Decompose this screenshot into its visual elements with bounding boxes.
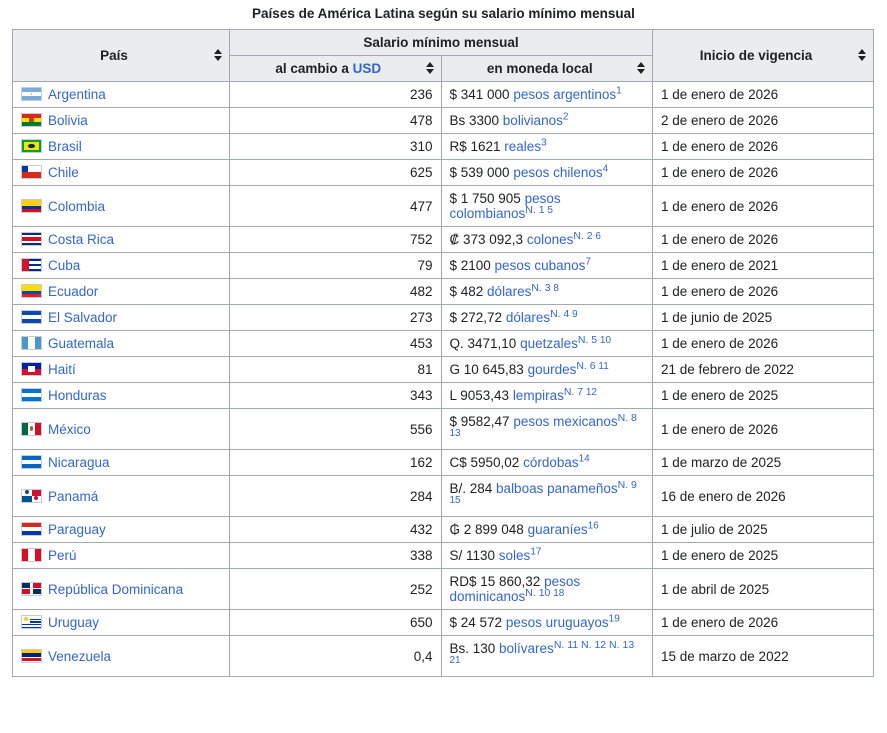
effective-date-cell: 1 de enero de 2026 [653, 227, 874, 253]
citation-ref-link[interactable]: 14 [578, 453, 590, 465]
flag-hn-icon [21, 388, 42, 402]
effective-date-cell: 1 de abril de 2025 [653, 569, 874, 610]
usd-value-cell: 310 [230, 134, 442, 160]
reference-sup[interactable] [564, 387, 597, 398]
reference-sup[interactable] [609, 614, 620, 625]
local-amount: $ 539 000 [449, 165, 514, 180]
sort-arrows-icon[interactable] [636, 62, 646, 76]
country-cell [13, 517, 230, 543]
country-cell [13, 636, 230, 677]
country-cell [13, 569, 230, 610]
country-link[interactable]: Panamá [48, 488, 99, 504]
note-ref-link[interactable]: N. 2 [573, 229, 593, 242]
citation-ref-link[interactable]: 5 [547, 204, 553, 216]
local-amount: ₲ 2 899 048 [449, 522, 528, 537]
local-amount: Bs. 130 [449, 641, 500, 656]
local-amount: $ 272,72 [449, 310, 506, 325]
currency-link[interactable]: pesos uruguayos [505, 615, 609, 630]
usd-value-cell: 752 [230, 227, 442, 253]
local-amount: S/ 1130 [449, 548, 499, 563]
currency-link[interactable]: reales [504, 139, 542, 154]
country-link[interactable]: Brasil [48, 139, 82, 154]
table-row [13, 279, 874, 305]
local-currency-cell [441, 253, 653, 279]
note-ref-link[interactable]: N. 5 [577, 333, 598, 346]
effective-date-cell: 1 de enero de 2026 [653, 610, 874, 636]
table-row [13, 227, 874, 253]
column-header-usd[interactable] [230, 56, 442, 82]
currency-link[interactable]: bolivianos [502, 113, 563, 128]
citation-ref-link[interactable]: 2 [562, 111, 569, 123]
country-link[interactable]: Venezuela [48, 648, 112, 664]
effective-date-cell: 1 de enero de 2021 [653, 253, 874, 279]
currency-link[interactable]: bolívares [499, 641, 554, 656]
reference-sup[interactable] [579, 454, 590, 465]
currency-link[interactable]: pesos dominicanos [449, 574, 581, 604]
country-cell [13, 279, 230, 305]
flag-co-icon [21, 199, 42, 213]
flag-gt-icon [21, 336, 42, 350]
usd-value-cell: 338 [230, 543, 442, 569]
sort-arrows-icon[interactable] [425, 62, 435, 76]
flag-cr-icon [21, 232, 42, 246]
currency-link[interactable]: córdobas [523, 455, 579, 470]
citation-ref-link[interactable]: 17 [530, 546, 542, 558]
local-currency-cell [441, 160, 653, 186]
country-link[interactable]: Paraguay [48, 522, 106, 537]
table-header-row-1 [13, 30, 874, 56]
flag-ec-icon [21, 284, 42, 298]
table-row [13, 82, 874, 108]
usd-value-cell: 0,4 [230, 636, 442, 677]
effective-date-cell: 1 de enero de 2026 [653, 160, 874, 186]
flag-cl-icon [21, 165, 42, 179]
reference-sup[interactable] [541, 138, 547, 149]
local-currency-cell [441, 279, 653, 305]
citation-ref-link[interactable]: 18 [553, 587, 565, 599]
sort-arrows-icon[interactable] [213, 49, 223, 63]
effective-date-cell: 1 de enero de 2026 [653, 409, 874, 450]
country-link[interactable]: Costa Rica [48, 232, 115, 247]
usd-value-cell: 81 [230, 357, 442, 383]
currency-link[interactable]: dólares [505, 310, 551, 325]
currency-link[interactable]: guaraníes [527, 522, 588, 537]
local-currency-cell [441, 636, 653, 677]
usd-value-cell: 625 [230, 160, 442, 186]
local-amount: $ 1 750 905 [449, 191, 525, 206]
table-row [13, 253, 874, 279]
currency-link[interactable]: balboas panameños [496, 481, 618, 496]
local-amount: $ 24 572 [449, 615, 506, 630]
currency-link[interactable]: quetzales [520, 336, 578, 351]
local-amount: Bs 3300 [449, 113, 503, 128]
country-cell [13, 450, 230, 476]
citation-ref-link[interactable]: 16 [587, 520, 599, 532]
flag-br-icon [21, 139, 42, 153]
country-link[interactable]: Colombia [48, 198, 106, 214]
effective-date-cell: 1 de marzo de 2025 [653, 450, 874, 476]
table-row [13, 331, 874, 357]
usd-value-cell: 252 [230, 569, 442, 610]
effective-date-cell: 1 de enero de 2026 [653, 186, 874, 227]
usd-value-cell: 482 [230, 279, 442, 305]
page-title: Países de América Latina según su salario mínimo mensual [252, 6, 635, 21]
flag-ar-icon [21, 87, 42, 101]
currency-link[interactable]: lempiras [512, 388, 564, 403]
reference-sup[interactable] [530, 547, 541, 558]
reference-sup[interactable] [573, 231, 601, 242]
usd-value-cell: 650 [230, 610, 442, 636]
note-ref-link[interactable]: N. 11 N. 12 N. 13 [553, 638, 635, 651]
country-link[interactable]: Guatemala [48, 336, 115, 351]
country-link[interactable]: Haití [48, 362, 76, 377]
country-cell [13, 108, 230, 134]
column-header-salario-group-label: Salario mínimo mensual [363, 35, 519, 50]
citation-ref-link[interactable]: 8 [553, 282, 559, 294]
citation-ref-link[interactable]: 4 [602, 163, 609, 175]
sort-arrows-icon[interactable] [857, 49, 867, 63]
table-row [13, 108, 874, 134]
local-currency-cell [441, 186, 653, 227]
local-amount: L 9053,43 [449, 388, 513, 403]
local-currency-cell [441, 610, 653, 636]
column-header-local[interactable] [441, 56, 653, 82]
effective-date-cell: 1 de enero de 2026 [653, 279, 874, 305]
currency-link[interactable]: gourdes [527, 362, 577, 377]
usd-value-cell: 343 [230, 383, 442, 409]
currency-link[interactable]: dólares [487, 284, 532, 299]
country-cell [13, 543, 230, 569]
currency-link[interactable]: pesos argentinos [513, 87, 617, 102]
country-link[interactable]: República Dominicana [48, 581, 184, 597]
column-header-local-label: en moneda local [486, 61, 593, 76]
flag-py-icon [21, 522, 42, 536]
reference-sup[interactable] [525, 588, 564, 599]
country-cell [13, 383, 230, 409]
local-amount: B/. 284 [449, 481, 497, 496]
flag-cu-icon [21, 258, 42, 272]
local-amount: $ 2100 [449, 258, 495, 273]
effective-date-cell: 21 de febrero de 2022 [653, 357, 874, 383]
citation-ref-link[interactable]: 7 [585, 256, 591, 268]
local-currency-cell [441, 383, 653, 409]
note-ref-link[interactable]: N. 1 [525, 203, 545, 216]
flag-do-icon [21, 582, 42, 596]
flag-ni-icon [21, 455, 42, 469]
reference-sup[interactable] [585, 257, 591, 268]
country-cell [13, 160, 230, 186]
local-currency-cell [441, 134, 653, 160]
table-row [13, 517, 874, 543]
country-link[interactable]: Uruguay [48, 615, 100, 630]
usd-value-cell: 453 [230, 331, 442, 357]
note-ref-link[interactable]: N. 10 [525, 586, 551, 599]
country-cell [13, 610, 230, 636]
local-amount: $ 482 [449, 284, 488, 299]
column-header-pais-label: País [100, 48, 128, 63]
citation-ref-link[interactable]: 11 [598, 360, 609, 372]
country-link[interactable]: Ecuador [48, 284, 99, 299]
reference-sup[interactable] [550, 309, 578, 320]
column-header-vigencia-label: Inicio de vigencia [699, 48, 813, 63]
country-cell [13, 253, 230, 279]
local-currency-cell [441, 543, 653, 569]
effective-date-cell: 15 de marzo de 2022 [653, 636, 874, 677]
local-currency-cell [441, 108, 653, 134]
table-row [13, 476, 874, 517]
country-cell [13, 331, 230, 357]
table-row [13, 186, 874, 227]
effective-date-cell: 16 de enero de 2026 [653, 476, 874, 517]
usd-value-cell: 273 [230, 305, 442, 331]
country-cell [13, 227, 230, 253]
reference-sup[interactable] [578, 335, 611, 346]
usd-value-cell: 162 [230, 450, 442, 476]
local-amount: G 10 645,83 [449, 362, 528, 377]
effective-date-cell: 1 de enero de 2025 [653, 383, 874, 409]
table-body [13, 82, 874, 677]
flag-ht-icon [21, 362, 42, 376]
reference-sup[interactable] [525, 205, 553, 216]
table-row [13, 383, 874, 409]
country-link[interactable]: El Salvador [48, 310, 118, 325]
local-currency-cell [441, 569, 653, 610]
effective-date-cell: 1 de julio de 2025 [653, 517, 874, 543]
column-header-pais[interactable] [13, 30, 230, 82]
flag-uy-icon [21, 615, 42, 629]
effective-date-cell: 1 de junio de 2025 [653, 305, 874, 331]
country-cell [13, 357, 230, 383]
usd-value-cell: 79 [230, 253, 442, 279]
reference-sup[interactable] [563, 112, 569, 123]
country-link[interactable]: México [48, 421, 91, 437]
usd-value-cell: 284 [230, 476, 442, 517]
local-currency-cell [441, 227, 653, 253]
local-amount: C$ 5950,02 [449, 455, 524, 470]
column-header-salario-group [230, 30, 653, 56]
citation-ref-link[interactable]: 15 [449, 494, 461, 506]
local-currency-cell [441, 450, 653, 476]
local-currency-cell [441, 82, 653, 108]
table-row [13, 450, 874, 476]
effective-date-cell: 1 de enero de 2026 [653, 331, 874, 357]
usd-value-cell: 236 [230, 82, 442, 108]
effective-date-cell: 2 de enero de 2026 [653, 108, 874, 134]
local-amount: RD$ 15 860,32 [449, 574, 545, 589]
country-cell [13, 82, 230, 108]
citation-ref-link[interactable]: 10 [599, 334, 612, 346]
currency-link[interactable]: pesos cubanos [494, 258, 586, 273]
note-ref-link[interactable]: N. 3 [531, 281, 551, 294]
table-row [13, 305, 874, 331]
flag-bo-icon [21, 113, 42, 127]
note-ref-link[interactable]: N. 7 [563, 385, 584, 398]
effective-date-cell: 1 de enero de 2025 [653, 543, 874, 569]
usd-link[interactable]: USD [352, 61, 382, 76]
table-row [13, 636, 874, 677]
local-amount: $ 341 000 [449, 87, 514, 102]
table-row [13, 357, 874, 383]
flag-pe-icon [21, 548, 42, 562]
minimum-wage-table [12, 29, 874, 677]
flag-pa-icon [21, 489, 42, 503]
country-cell [13, 476, 230, 517]
table-row [13, 610, 874, 636]
currency-link[interactable]: pesos colombianos [449, 191, 561, 221]
column-header-usd-label: al cambio a [275, 61, 353, 76]
effective-date-cell: 1 de enero de 2026 [653, 82, 874, 108]
currency-link[interactable]: soles [498, 548, 531, 563]
local-amount: Q. 3471,10 [449, 336, 521, 351]
reference-sup[interactable] [616, 86, 622, 97]
currency-link[interactable]: pesos mexicanos [513, 414, 618, 429]
country-link[interactable]: Perú [48, 548, 77, 563]
table-row [13, 543, 874, 569]
local-amount: R$ 1621 [449, 139, 505, 154]
citation-ref-link[interactable]: 12 [585, 386, 597, 398]
local-currency-cell [441, 305, 653, 331]
country-cell [13, 305, 230, 331]
country-link[interactable]: Argentina [48, 87, 106, 102]
country-cell [13, 134, 230, 160]
country-link[interactable]: Nicaragua [48, 455, 110, 470]
table-row [13, 569, 874, 610]
table-row [13, 409, 874, 450]
reference-sup[interactable] [576, 361, 608, 372]
reference-sup[interactable] [588, 521, 599, 532]
note-ref-link[interactable]: N. 8 [617, 411, 637, 424]
flag-ve-icon [21, 649, 42, 663]
note-ref-link[interactable]: N. 4 [550, 307, 570, 320]
citation-ref-link[interactable]: 9 [572, 308, 578, 320]
country-link[interactable]: Honduras [48, 388, 107, 403]
reference-sup[interactable] [531, 283, 559, 294]
country-link[interactable]: Cuba [48, 258, 81, 273]
country-link[interactable]: Bolivia [48, 113, 88, 128]
table-row [13, 134, 874, 160]
table-row [13, 160, 874, 186]
local-amount: ₡ 373 092,3 [449, 232, 527, 247]
citation-ref-link[interactable]: 6 [595, 230, 601, 242]
table-head [13, 30, 874, 82]
citation-ref-link[interactable]: 1 [616, 85, 622, 97]
flag-mx-icon [21, 422, 42, 436]
flag-sv-icon [21, 310, 42, 324]
citation-ref-link[interactable]: 19 [608, 613, 620, 625]
local-currency-cell [441, 331, 653, 357]
currency-link[interactable]: pesos chilenos [513, 165, 603, 180]
usd-value-cell: 556 [230, 409, 442, 450]
local-amount: $ 9582,47 [449, 414, 514, 429]
local-currency-cell [441, 517, 653, 543]
country-link[interactable]: Chile [48, 165, 79, 180]
local-currency-cell [441, 476, 653, 517]
citation-ref-link[interactable]: 13 [449, 427, 461, 439]
reference-sup[interactable] [603, 164, 609, 175]
note-ref-link[interactable]: N. 6 [576, 359, 596, 372]
currency-link[interactable]: colones [526, 232, 574, 247]
note-ref-link[interactable]: N. 9 [617, 478, 637, 491]
country-cell [13, 409, 230, 450]
citation-ref-link[interactable]: 21 [449, 654, 461, 666]
local-currency-cell [441, 357, 653, 383]
local-currency-cell [441, 409, 653, 450]
citation-ref-link[interactable]: 3 [541, 137, 547, 149]
column-header-vigencia[interactable] [653, 30, 874, 82]
effective-date-cell: 1 de enero de 2026 [653, 134, 874, 160]
usd-value-cell: 432 [230, 517, 442, 543]
country-cell [13, 186, 230, 227]
usd-value-cell: 477 [230, 186, 442, 227]
usd-value-cell: 478 [230, 108, 442, 134]
